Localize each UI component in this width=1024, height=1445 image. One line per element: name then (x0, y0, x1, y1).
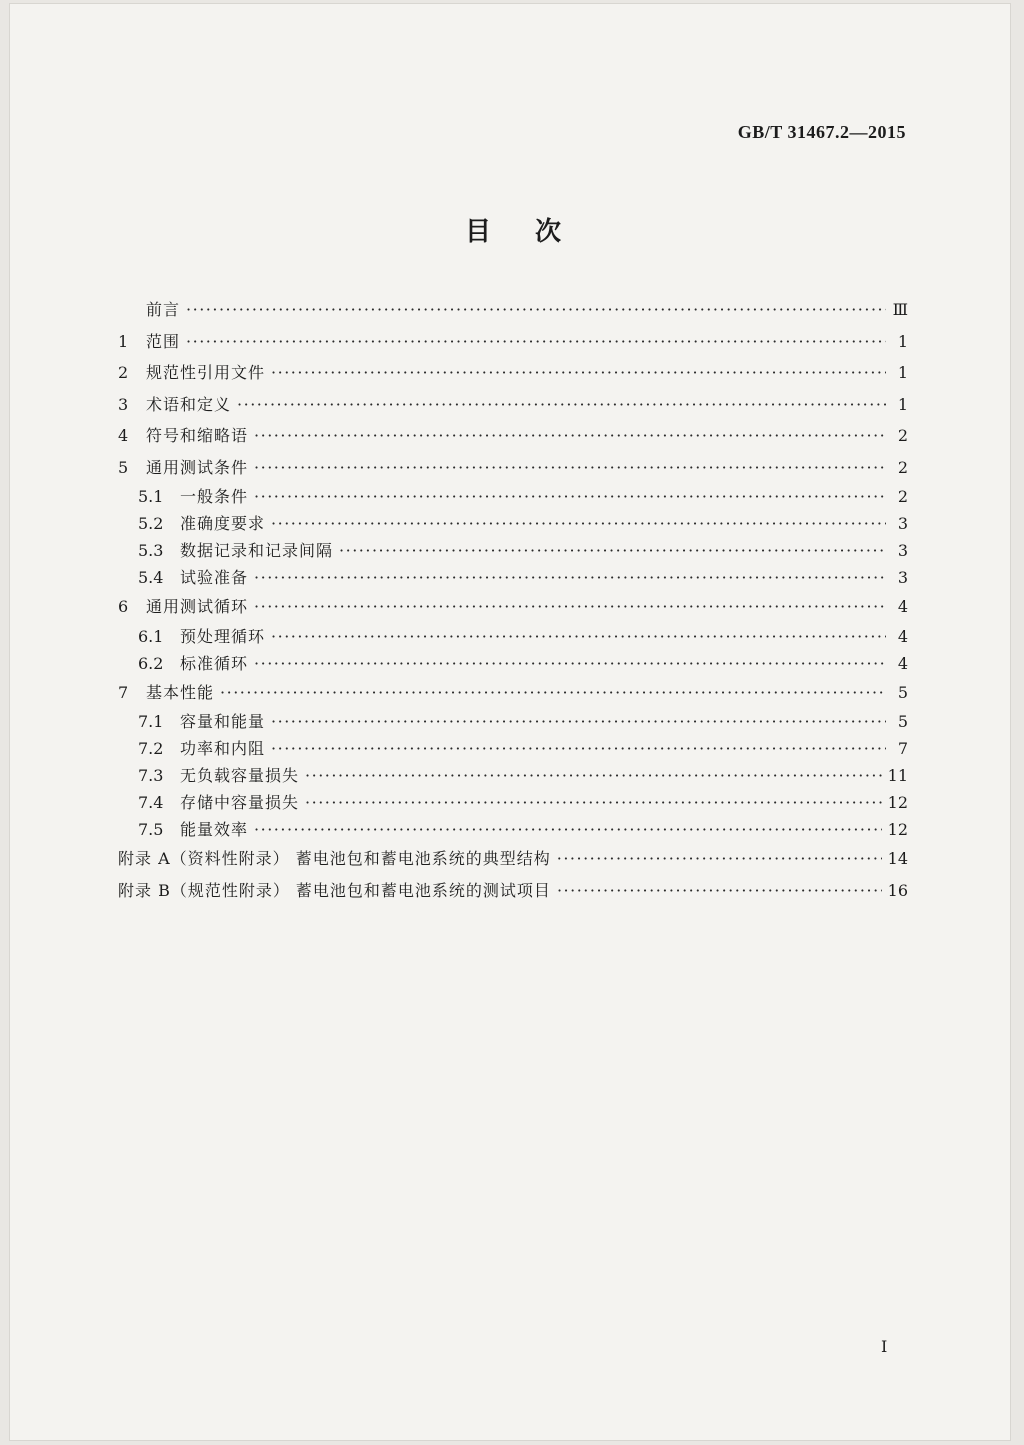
toc-entry-page: 1 (897, 363, 908, 382)
toc-entry-5-1[interactable] (118, 483, 908, 510)
toc-entry-label: 存储中容量损失 (180, 793, 300, 812)
toc-entry-number: 7.3 (138, 766, 164, 785)
toc-entry-number: 7.4 (138, 793, 164, 812)
toc-entry-label: 符号和缩略语 (146, 426, 249, 445)
toc-entry-7-1[interactable] (118, 708, 908, 735)
toc-entry-label: 数据记录和记录间隔 (180, 541, 334, 560)
dot-leader (271, 708, 886, 735)
toc-entry-5-2[interactable] (118, 510, 908, 537)
toc-entry-label: 附录 A（资料性附录） 蓄电池包和蓄电池系统的典型结构 (118, 849, 551, 868)
table-of-contents (118, 294, 908, 906)
toc-entry-label: 能量效率 (180, 820, 249, 839)
toc-entry-page: 4 (897, 626, 908, 646)
toc-entry-page: 12 (887, 793, 908, 812)
toc-entry-2[interactable] (118, 357, 908, 389)
toc-entry-number: 5.2 (138, 514, 164, 533)
toc-entry-number: 2 (118, 363, 129, 382)
dot-leader (271, 510, 886, 537)
toc-entry-7[interactable] (118, 677, 908, 709)
toc-entry-5-4[interactable] (118, 564, 908, 591)
dot-leader (557, 843, 882, 875)
dot-leader (305, 789, 882, 816)
toc-entry-number: 3 (118, 394, 129, 414)
toc-entry-page: 2 (897, 487, 908, 506)
document-code: GB/T 31467.2—2015 (737, 122, 906, 142)
toc-entry-page: 11 (887, 766, 908, 785)
toc-entry-7-3[interactable] (118, 762, 908, 789)
toc-entry-6-1[interactable] (118, 623, 908, 650)
toc-entry-page: 3 (897, 568, 908, 587)
toc-entry-page: 4 (897, 597, 908, 616)
toc-entry-7-5[interactable] (118, 816, 908, 843)
toc-entry-6-2[interactable] (118, 650, 908, 677)
toc-entry-page: 5 (897, 712, 908, 731)
toc-entry-label: 术语和定义 (146, 394, 232, 414)
toc-entry-label: 容量和能量 (180, 712, 266, 731)
page-folio: I (881, 1337, 888, 1356)
toc-entry-7-4[interactable] (118, 789, 908, 816)
toc-entry-number: 5.1 (138, 487, 164, 506)
dot-leader (186, 294, 886, 326)
dot-leader (254, 816, 882, 843)
toc-entry-number: 4 (118, 426, 129, 445)
toc-entry-7-2[interactable] (118, 735, 908, 762)
toc-entry-number: 5.4 (138, 568, 164, 587)
toc-entry-page: 4 (897, 653, 908, 673)
toc-entry-number: 1 (118, 331, 129, 351)
toc-entry-5-3[interactable] (118, 537, 908, 564)
toc-entry-label: 准确度要求 (180, 514, 266, 533)
toc-entry-page: 16 (887, 880, 908, 900)
toc-entry-6[interactable] (118, 591, 908, 623)
dot-leader (254, 564, 886, 591)
toc-entry-label: 附录 B（规范性附录） 蓄电池包和蓄电池系统的测试项目 (118, 880, 551, 900)
toc-entry-5[interactable] (118, 452, 908, 484)
toc-entry-label: 功率和内阻 (180, 739, 266, 758)
toc-entry-label: 前言 (146, 300, 181, 319)
toc-entry-page: 7 (897, 739, 908, 758)
toc-entry-1[interactable] (118, 326, 908, 358)
toc-entry-page: 5 (897, 682, 908, 702)
toc-entry-annex-b[interactable] (118, 875, 908, 907)
toc-entry-page: Ⅲ (892, 300, 908, 319)
toc-entry-page: 3 (897, 541, 908, 560)
toc-entry-number: 7.5 (138, 820, 164, 839)
toc-entry-label: 规范性引用文件 (146, 363, 266, 382)
toc-entry-number: 7.1 (138, 712, 164, 731)
dot-leader (271, 623, 886, 650)
toc-entry-label: 标准循环 (180, 653, 249, 673)
toc-entry-number: 7 (118, 682, 129, 702)
dot-leader (339, 537, 886, 564)
dot-leader (237, 389, 886, 421)
dot-leader (557, 875, 882, 907)
toc-entry-4[interactable] (118, 420, 908, 452)
toc-entry-page: 12 (887, 820, 908, 839)
toc-entry-page: 3 (897, 514, 908, 533)
toc-entry-label: 预处理循环 (180, 626, 266, 646)
dot-leader (254, 483, 886, 510)
dot-leader (254, 420, 886, 452)
toc-entry-annex-a[interactable] (118, 843, 908, 875)
toc-entry-number: 7.2 (138, 739, 164, 758)
dot-leader (254, 452, 886, 484)
toc-entry-label: 一般条件 (180, 487, 249, 506)
toc-entry-number: 5.3 (138, 541, 164, 560)
toc-entry-number: 6.1 (138, 626, 164, 646)
toc-entry-label: 范围 (146, 331, 181, 351)
dot-leader (271, 735, 886, 762)
dot-leader (305, 762, 882, 789)
toc-entry-page: 1 (897, 331, 908, 351)
toc-title: 目次 (465, 217, 606, 247)
toc-entry-label: 基本性能 (146, 682, 215, 702)
toc-entry-number: 5 (118, 457, 129, 477)
dot-leader (186, 326, 886, 358)
toc-entry-page: 1 (897, 394, 908, 414)
toc-entry-label: 通用测试条件 (146, 457, 249, 477)
toc-entry-page: 2 (897, 426, 908, 445)
toc-entry-number: 6.2 (138, 653, 164, 673)
dot-leader (220, 677, 886, 709)
toc-entry-page: 14 (887, 849, 908, 868)
dot-leader (254, 591, 886, 623)
document-page (10, 4, 1010, 1440)
dot-leader (254, 650, 886, 677)
toc-entry-3[interactable] (118, 389, 908, 421)
toc-entry-number: 6 (118, 597, 129, 616)
dot-leader (271, 357, 886, 389)
toc-entry-label: 无负载容量损失 (180, 766, 300, 785)
toc-entry-page: 2 (897, 457, 908, 477)
toc-entry-label: 通用测试循环 (146, 597, 249, 616)
toc-entry-label: 试验准备 (180, 568, 249, 587)
toc-entry-foreword[interactable] (118, 294, 908, 326)
